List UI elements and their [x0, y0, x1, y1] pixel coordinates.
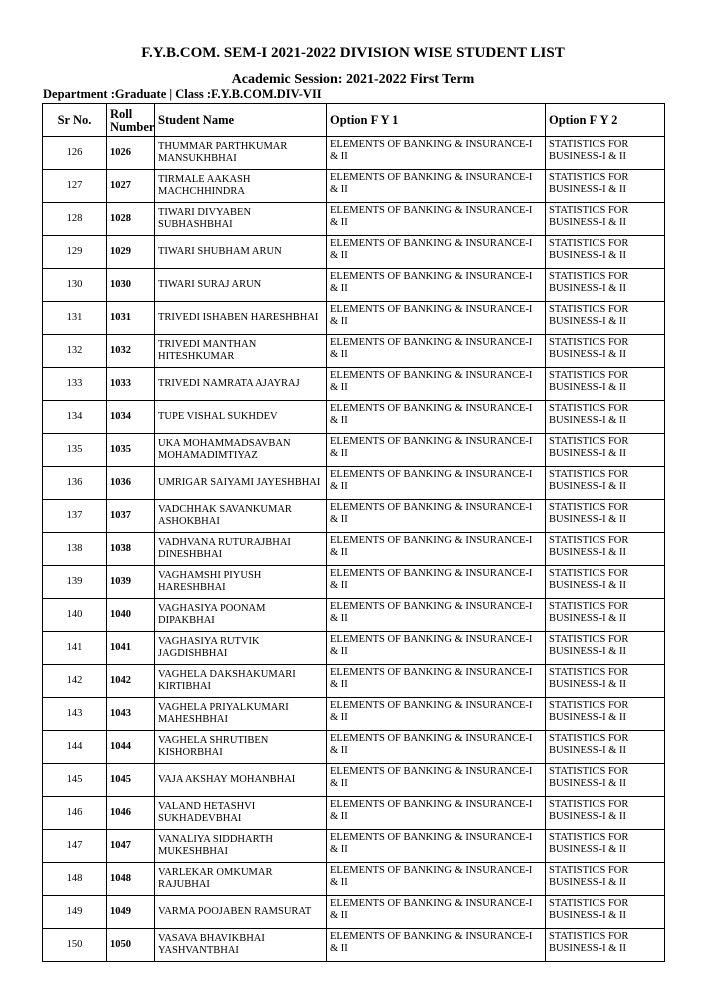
cell-option-fy1: ELEMENTS OF BANKING & INSURANCE-I & II	[327, 764, 546, 797]
cell-roll-number: 1035	[107, 434, 155, 467]
cell-option-fy1: ELEMENTS OF BANKING & INSURANCE-I & II	[327, 434, 546, 467]
cell-option-fy1: ELEMENTS OF BANKING & INSURANCE-I & II	[327, 500, 546, 533]
cell-option-fy1: ELEMENTS OF BANKING & INSURANCE-I & II	[327, 599, 546, 632]
cell-option-fy2: STATISTICS FOR BUSINESS-I & II	[546, 203, 665, 236]
cell-option-fy1: ELEMENTS OF BANKING & INSURANCE-I & II	[327, 368, 546, 401]
document-title: F.Y.B.COM. SEM-I 2021-2022 DIVISION WISE STUDENT LIST	[141, 45, 565, 61]
cell-option-fy2: STATISTICS FOR BUSINESS-I & II	[546, 401, 665, 434]
cell-roll-number: 1037	[107, 500, 155, 533]
cell-option-fy1: ELEMENTS OF BANKING & INSURANCE-I & II	[327, 203, 546, 236]
table-row	[43, 731, 665, 764]
table-row	[43, 302, 665, 335]
cell-sr-no: 138	[43, 533, 107, 566]
cell-sr-no: 127	[43, 170, 107, 203]
cell-roll-number: 1032	[107, 335, 155, 368]
table-row	[43, 896, 665, 929]
cell-option-fy1: ELEMENTS OF BANKING & INSURANCE-I & II	[327, 401, 546, 434]
table-row	[43, 335, 665, 368]
cell-roll-number: 1031	[107, 302, 155, 335]
cell-sr-no: 141	[43, 632, 107, 665]
cell-option-fy2: STATISTICS FOR BUSINESS-I & II	[546, 335, 665, 368]
cell-option-fy2: STATISTICS FOR BUSINESS-I & II	[546, 467, 665, 500]
cell-sr-no: 131	[43, 302, 107, 335]
cell-student-name: TIWARI DIVYABEN SUBHASHBHAI	[155, 203, 327, 236]
cell-roll-number: 1033	[107, 368, 155, 401]
cell-student-name: TUPE VISHAL SUKHDEV	[155, 401, 327, 434]
table-row	[43, 632, 665, 665]
table-row	[43, 830, 665, 863]
cell-sr-no: 133	[43, 368, 107, 401]
cell-sr-no: 150	[43, 929, 107, 962]
cell-option-fy2: STATISTICS FOR BUSINESS-I & II	[546, 896, 665, 929]
cell-option-fy2: STATISTICS FOR BUSINESS-I & II	[546, 170, 665, 203]
cell-sr-no: 134	[43, 401, 107, 434]
cell-student-name: VASAVA BHAVIKBHAI YASHVANTBHAI	[155, 929, 327, 962]
cell-student-name: VANALIYA SIDDHARTH MUKESHBHAI	[155, 830, 327, 863]
cell-option-fy2: STATISTICS FOR BUSINESS-I & II	[546, 698, 665, 731]
cell-option-fy1: ELEMENTS OF BANKING & INSURANCE-I & II	[327, 302, 546, 335]
cell-student-name: VAGHELA DAKSHAKUMARI KIRTIBHAI	[155, 665, 327, 698]
cell-option-fy1: ELEMENTS OF BANKING & INSURANCE-I & II	[327, 929, 546, 962]
cell-roll-number: 1026	[107, 137, 155, 170]
cell-option-fy1: ELEMENTS OF BANKING & INSURANCE-I & II	[327, 566, 546, 599]
cell-option-fy2: STATISTICS FOR BUSINESS-I & II	[546, 665, 665, 698]
cell-roll-number: 1040	[107, 599, 155, 632]
column-header-option-fy1: Option F Y 1	[327, 104, 546, 137]
cell-sr-no: 149	[43, 896, 107, 929]
cell-roll-number: 1038	[107, 533, 155, 566]
cell-student-name: UMRIGAR SAIYAMI JAYESHBHAI	[155, 467, 327, 500]
cell-student-name: TRIVEDI MANTHAN HITESHKUMAR	[155, 335, 327, 368]
table-row	[43, 434, 665, 467]
column-header-sr-no: Sr No.	[43, 104, 107, 137]
cell-roll-number: 1048	[107, 863, 155, 896]
cell-roll-number: 1039	[107, 566, 155, 599]
cell-roll-number: 1043	[107, 698, 155, 731]
cell-student-name: TIWARI SURAJ ARUN	[155, 269, 327, 302]
cell-option-fy1: ELEMENTS OF BANKING & INSURANCE-I & II	[327, 665, 546, 698]
table-row	[43, 203, 665, 236]
cell-option-fy2: STATISTICS FOR BUSINESS-I & II	[546, 731, 665, 764]
cell-option-fy1: ELEMENTS OF BANKING & INSURANCE-I & II	[327, 731, 546, 764]
cell-roll-number: 1034	[107, 401, 155, 434]
cell-student-name: UKA MOHAMMADSAVBAN MOHAMADIMTIYAZ	[155, 434, 327, 467]
cell-option-fy2: STATISTICS FOR BUSINESS-I & II	[546, 764, 665, 797]
cell-sr-no: 145	[43, 764, 107, 797]
cell-student-name: VARLEKAR OMKUMAR RAJUBHAI	[155, 863, 327, 896]
cell-student-name: VAGHELA PRIYALKUMARI MAHESHBHAI	[155, 698, 327, 731]
cell-sr-no: 144	[43, 731, 107, 764]
cell-roll-number: 1045	[107, 764, 155, 797]
table-row	[43, 764, 665, 797]
cell-student-name: VAGHASIYA POONAM DIPAKBHAI	[155, 599, 327, 632]
cell-option-fy2: STATISTICS FOR BUSINESS-I & II	[546, 599, 665, 632]
cell-student-name: VAGHELA SHRUTIBEN KISHORBHAI	[155, 731, 327, 764]
cell-roll-number: 1044	[107, 731, 155, 764]
cell-student-name: VAGHASIYA RUTVIK JAGDISHBHAI	[155, 632, 327, 665]
table-row	[43, 533, 665, 566]
cell-option-fy1: ELEMENTS OF BANKING & INSURANCE-I & II	[327, 896, 546, 929]
cell-option-fy2: STATISTICS FOR BUSINESS-I & II	[546, 434, 665, 467]
table-row	[43, 500, 665, 533]
table-row	[43, 137, 665, 170]
cell-student-name: VARMA POOJABEN RAMSURAT	[155, 896, 327, 929]
cell-option-fy1: ELEMENTS OF BANKING & INSURANCE-I & II	[327, 236, 546, 269]
cell-sr-no: 137	[43, 500, 107, 533]
table-row	[43, 368, 665, 401]
cell-roll-number: 1029	[107, 236, 155, 269]
cell-option-fy1: ELEMENTS OF BANKING & INSURANCE-I & II	[327, 269, 546, 302]
table-row	[43, 665, 665, 698]
cell-roll-number: 1047	[107, 830, 155, 863]
cell-roll-number: 1042	[107, 665, 155, 698]
cell-sr-no: 148	[43, 863, 107, 896]
cell-roll-number: 1046	[107, 797, 155, 830]
cell-option-fy2: STATISTICS FOR BUSINESS-I & II	[546, 533, 665, 566]
cell-option-fy2: STATISTICS FOR BUSINESS-I & II	[546, 368, 665, 401]
cell-sr-no: 130	[43, 269, 107, 302]
cell-sr-no: 132	[43, 335, 107, 368]
table-header-row	[43, 104, 665, 137]
cell-roll-number: 1028	[107, 203, 155, 236]
cell-option-fy1: ELEMENTS OF BANKING & INSURANCE-I & II	[327, 698, 546, 731]
table-row	[43, 269, 665, 302]
cell-sr-no: 128	[43, 203, 107, 236]
column-header-option-fy2: Option F Y 2	[546, 104, 665, 137]
cell-student-name: VAJA AKSHAY MOHANBHAI	[155, 764, 327, 797]
cell-student-name: THUMMAR PARTHKUMAR MANSUKHBHAI	[155, 137, 327, 170]
cell-roll-number: 1049	[107, 896, 155, 929]
cell-sr-no: 147	[43, 830, 107, 863]
cell-student-name: TIRMALE AAKASH MACHCHHINDRA	[155, 170, 327, 203]
cell-option-fy2: STATISTICS FOR BUSINESS-I & II	[546, 302, 665, 335]
cell-option-fy1: ELEMENTS OF BANKING & INSURANCE-I & II	[327, 137, 546, 170]
cell-option-fy2: STATISTICS FOR BUSINESS-I & II	[546, 236, 665, 269]
table-row	[43, 599, 665, 632]
cell-sr-no: 126	[43, 137, 107, 170]
cell-student-name: VALAND HETASHVI SUKHADEVBHAI	[155, 797, 327, 830]
cell-option-fy2: STATISTICS FOR BUSINESS-I & II	[546, 269, 665, 302]
cell-option-fy1: ELEMENTS OF BANKING & INSURANCE-I & II	[327, 170, 546, 203]
cell-roll-number: 1041	[107, 632, 155, 665]
cell-option-fy1: ELEMENTS OF BANKING & INSURANCE-I & II	[327, 863, 546, 896]
cell-student-name: TRIVEDI ISHABEN HARESHBHAI	[155, 302, 327, 335]
cell-sr-no: 140	[43, 599, 107, 632]
cell-roll-number: 1036	[107, 467, 155, 500]
cell-roll-number: 1030	[107, 269, 155, 302]
cell-option-fy1: ELEMENTS OF BANKING & INSURANCE-I & II	[327, 632, 546, 665]
cell-sr-no: 139	[43, 566, 107, 599]
cell-sr-no: 146	[43, 797, 107, 830]
table-row	[43, 698, 665, 731]
table-row	[43, 863, 665, 896]
cell-option-fy2: STATISTICS FOR BUSINESS-I & II	[546, 929, 665, 962]
department-class-line: Department :Graduate | Class :F.Y.B.COM.DIV-VII	[43, 87, 322, 101]
academic-session: Academic Session: 2021-2022 First Term	[231, 72, 475, 87]
cell-option-fy1: ELEMENTS OF BANKING & INSURANCE-I & II	[327, 830, 546, 863]
cell-option-fy2: STATISTICS FOR BUSINESS-I & II	[546, 500, 665, 533]
cell-student-name: VAGHAMSHI PIYUSH HARESHBHAI	[155, 566, 327, 599]
table-row	[43, 236, 665, 269]
table-row	[43, 467, 665, 500]
column-header-student-name: Student Name	[155, 104, 327, 137]
student-list-table	[42, 103, 665, 962]
cell-roll-number: 1050	[107, 929, 155, 962]
table-row	[43, 401, 665, 434]
cell-option-fy2: STATISTICS FOR BUSINESS-I & II	[546, 830, 665, 863]
table-row	[43, 929, 665, 962]
cell-sr-no: 143	[43, 698, 107, 731]
cell-option-fy1: ELEMENTS OF BANKING & INSURANCE-I & II	[327, 335, 546, 368]
cell-option-fy1: ELEMENTS OF BANKING & INSURANCE-I & II	[327, 467, 546, 500]
cell-sr-no: 136	[43, 467, 107, 500]
cell-student-name: VADHVANA RUTURAJBHAI DINESHBHAI	[155, 533, 327, 566]
cell-option-fy2: STATISTICS FOR BUSINESS-I & II	[546, 137, 665, 170]
table-row	[43, 566, 665, 599]
cell-option-fy1: ELEMENTS OF BANKING & INSURANCE-I & II	[327, 533, 546, 566]
table-row	[43, 170, 665, 203]
cell-option-fy2: STATISTICS FOR BUSINESS-I & II	[546, 797, 665, 830]
cell-roll-number: 1027	[107, 170, 155, 203]
table-row	[43, 797, 665, 830]
cell-option-fy2: STATISTICS FOR BUSINESS-I & II	[546, 632, 665, 665]
cell-sr-no: 135	[43, 434, 107, 467]
cell-option-fy1: ELEMENTS OF BANKING & INSURANCE-I & II	[327, 797, 546, 830]
column-header-roll-number: Roll Number	[107, 104, 155, 137]
cell-option-fy2: STATISTICS FOR BUSINESS-I & II	[546, 566, 665, 599]
cell-sr-no: 142	[43, 665, 107, 698]
cell-student-name: TRIVEDI NAMRATA AJAYRAJ	[155, 368, 327, 401]
cell-option-fy2: STATISTICS FOR BUSINESS-I & II	[546, 863, 665, 896]
cell-student-name: VADCHHAK SAVANKUMAR ASHOKBHAI	[155, 500, 327, 533]
cell-student-name: TIWARI SHUBHAM ARUN	[155, 236, 327, 269]
cell-sr-no: 129	[43, 236, 107, 269]
